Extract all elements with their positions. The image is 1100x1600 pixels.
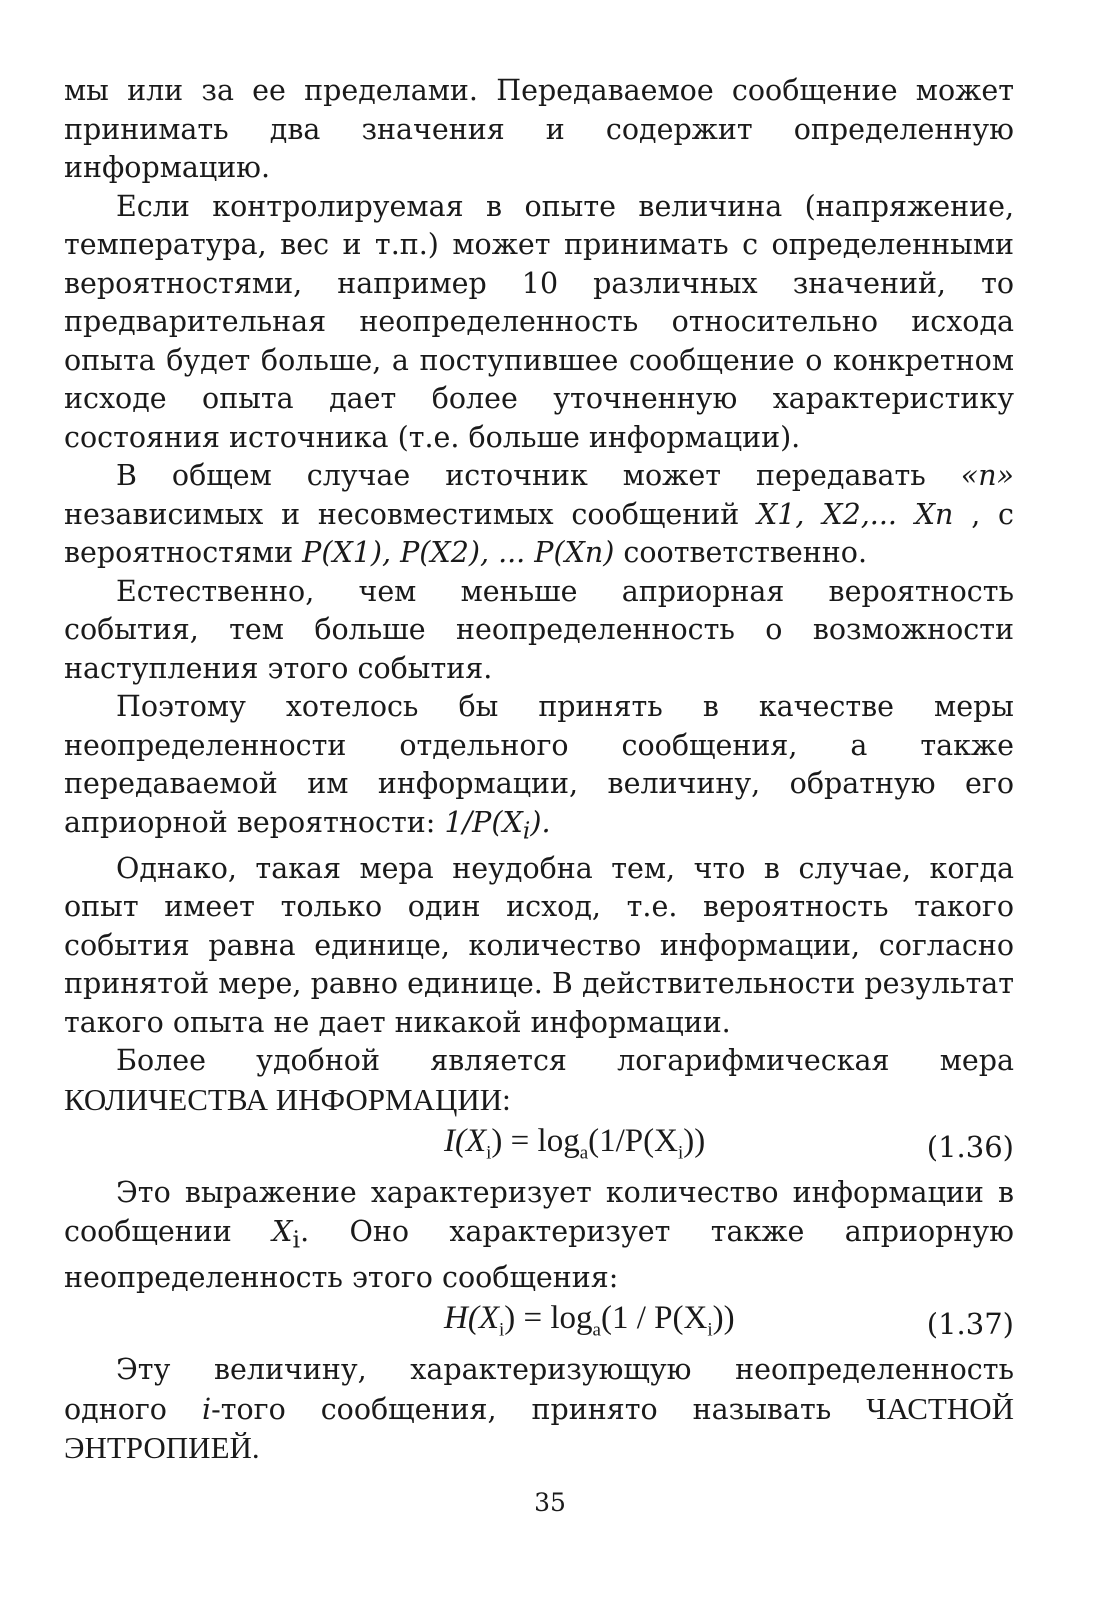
p5-formula — [444, 805, 551, 845]
p9-caps: ЧАСТНОЙ ЭНТРОПИЕЙ. — [64, 1390, 1014, 1466]
formula-1-sub2: i — [677, 1142, 684, 1164]
page-number: 35 — [534, 1488, 566, 1517]
p7-text: Более удобной является логарифмическая мера — [116, 1044, 1014, 1078]
paragraph-9 — [64, 1351, 1014, 1469]
formula-2-lhs: H(X — [444, 1299, 499, 1336]
paragraph-8 — [64, 1174, 1014, 1297]
p7-caps: КОЛИЧЕСТВА ИНФОРМАЦИИ: — [64, 1081, 511, 1117]
paragraph-2: Если контролируемая в опыте величина (напряжение, температура, вес и т.п.) может принимать с определенными вероятностями, например 10 различных значений, то предварительная неопределенность относительно исхода опыта будет больше, а поступившее сообщение о конкретном исходе опыта дает более уточненную характеристику состояния источника (т.е. больше информации). — [64, 189, 1014, 454]
p3-text-a: В общем случае источник может передавать — [116, 459, 961, 492]
formula-1-37 — [64, 1297, 1014, 1351]
formula-1-base: a — [579, 1142, 589, 1164]
formula-2-sub: i — [498, 1319, 505, 1341]
p8-sub: i — [292, 1225, 301, 1254]
p3-messages: X1, X2,... Xn — [757, 497, 954, 531]
formula-1-mid: ) = log — [491, 1122, 580, 1159]
p3-n: «n» — [960, 459, 1014, 492]
p3-text-b: независимых и несовместимых сообщений — [64, 497, 757, 531]
formula-2-mid: ) = log — [504, 1299, 593, 1336]
paragraph-7 — [64, 1042, 1014, 1120]
formula-1-expression — [444, 1122, 705, 1173]
paragraph-3 — [64, 457, 1014, 573]
p8-text-a: Это выражение характеризует количество информации в сообщении — [64, 1176, 1014, 1248]
formula-2-base: a — [592, 1319, 601, 1341]
p5-formula-sub: i — [522, 816, 531, 845]
formula-2-rhs1: (1 / P(X — [600, 1299, 708, 1336]
p3-probabilities: P(X1), P(X2), ... P(Xn) — [302, 536, 615, 569]
formula-1-lhs: I(X — [444, 1122, 487, 1159]
p8-x: X — [272, 1214, 293, 1248]
p9-i: i — [201, 1392, 212, 1426]
p3-text-d: соответственно. — [614, 536, 868, 569]
page-body — [64, 72, 1014, 1469]
formula-1-sub: i — [486, 1142, 492, 1164]
paragraph-5 — [64, 688, 1014, 850]
formula-1-rhs2: )) — [683, 1122, 706, 1159]
p3-text-c: , с вероятностями — [64, 497, 1015, 569]
p5-formula-a: 1/P(X — [444, 805, 523, 839]
paragraph-6: Однако, такая мера неудобна тем, что в случае, когда опыт имеет только один исход, т.е. вероятность такого события равна единице, количество информации, согласно принятой мере, равно единице. В действительности результат такого опыта не дает никакой информации. — [64, 851, 1014, 1039]
p5-formula-close: ). — [530, 805, 551, 839]
formula-1-number: (1.36) — [926, 1129, 1014, 1164]
formula-2-rhs2: )) — [712, 1299, 735, 1336]
formula-2-sub2: i — [707, 1319, 713, 1341]
p5-text: Поэтому хотелось бы принять в качестве меры неопределенности отдельного сообщения, а также передаваемой им информации, величину, обратную его априорной вероятности: — [64, 690, 1014, 839]
formula-2-expression — [444, 1299, 735, 1350]
p8-text-b: . Оно характеризует также априорную неопределенность этого сообщения: — [64, 1214, 1014, 1294]
p9-text-b: -того сообщения, принято называть — [211, 1392, 867, 1426]
formula-1-rhs1: (1/P(X — [588, 1122, 678, 1159]
formula-1-36 — [64, 1120, 1014, 1174]
paragraph-1: мы или за ее пределами. Передаваемое сообщение может принимать два значения и содержит определенную информацию. — [64, 74, 1014, 184]
paragraph-4: Естественно, чем меньше априорная вероятность события, тем больше неопределенность о возможности наступления этого события. — [64, 574, 1014, 685]
p9-text-a: Эту величину, характеризующую неопределенность одного — [64, 1353, 1014, 1426]
formula-2-number: (1.37) — [926, 1307, 1014, 1342]
